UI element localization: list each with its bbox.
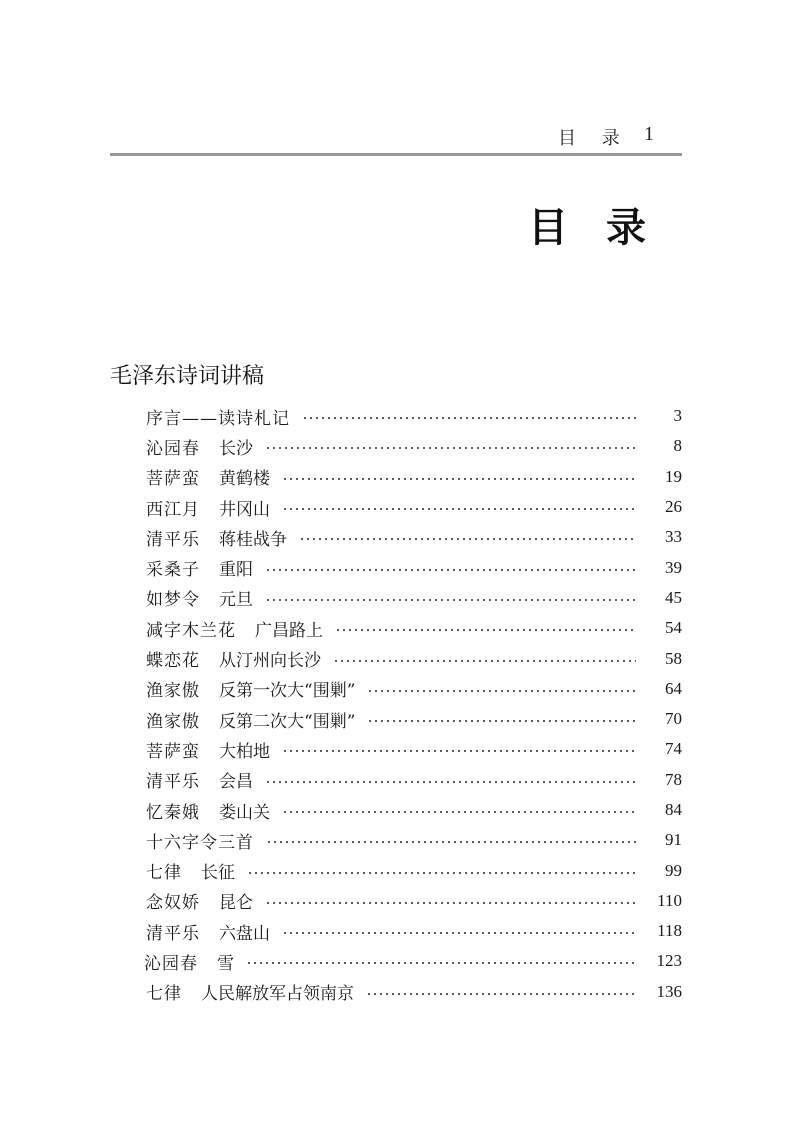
toc-entry-tune: 减字木兰花 [146,620,236,641]
toc-entry-tune: 清平乐 [146,772,200,793]
running-header-title: 目 录 [558,128,630,149]
toc-entry-subtitle: 反第二次大“围剿” [219,711,356,732]
toc-entry[interactable] [146,492,682,522]
toc-entry-tune: 忆秦娥 [146,802,200,823]
toc-entry-title [146,676,355,701]
toc-entry-title [146,767,253,792]
toc-entry-subtitle: 广昌路上 [255,620,323,641]
toc-entry-page: 74 [665,739,682,759]
toc-entry-page: 8 [673,436,682,456]
toc-entry[interactable] [146,431,682,461]
toc-dot-leader [247,872,636,874]
toc-entry[interactable] [146,825,682,855]
toc-entry-tune: 西江月 [146,499,200,520]
toc-dot-leader [266,841,636,843]
toc-entry-page: 64 [665,678,682,698]
toc-entry-title [146,646,321,671]
toc-dot-leader [335,629,636,631]
toc-entry-subtitle: 长征 [201,863,235,884]
toc-entry-title [144,949,234,974]
toc-entry-subtitle: 娄山关 [219,802,270,823]
toc-entry[interactable] [146,916,682,946]
toc-entry-page: 110 [657,890,682,910]
toc-dot-leader [299,538,636,540]
toc-dot-leader [367,720,636,722]
toc-entry-tune: 七律 [146,984,182,1005]
toc-entry[interactable] [146,643,682,673]
toc-entry-tune: 采桑子 [146,560,200,581]
toc-dot-leader [246,962,636,964]
toc-entry[interactable] [144,946,682,976]
toc-entry-page: 78 [665,769,682,789]
toc-entry-subtitle: 反第一次大“围剿” [219,681,356,702]
toc-dot-leader [282,750,636,752]
toc-entry-tune: 沁园春 [144,953,198,974]
toc-dot-leader [282,811,636,813]
toc-entry-subtitle: 雪 [217,953,234,974]
toc-entry-page: 33 [665,527,682,547]
toc-entry-subtitle: 从汀州向长沙 [219,651,321,672]
toc-entry-page: 123 [656,951,682,971]
toc-entry[interactable] [146,734,682,764]
toc-entry-subtitle: 元旦 [219,590,253,611]
toc-entry-subtitle: 井冈山 [219,499,270,520]
toc-entry[interactable] [146,552,682,582]
toc-entry-tune: 菩萨蛮 [146,741,200,762]
toc-dot-leader [265,599,636,601]
toc-dot-leader [265,781,636,783]
toc-entry-title [146,888,253,913]
toc-entry-title [146,495,270,520]
toc-entry-page: 45 [665,587,682,607]
toc-entry-tune: 十六字令三首 [146,832,254,853]
toc-entry-title [146,585,253,610]
toc-entry-tune: 蝶恋花 [146,651,200,672]
toc-entry-tune: 渔家傲 [146,681,200,702]
toc-entry-tune: 如梦令 [146,590,200,611]
toc-entry-title [146,979,354,1004]
running-header-page-number: 1 [644,123,654,145]
toc-entry-title [146,919,270,944]
toc-entry-page: 70 [665,709,682,729]
toc-entry-tune: 序言——读诗札记 [146,408,290,429]
toc-entry-subtitle: 重阳 [219,560,253,581]
toc-entry-tune: 七律 [146,863,182,884]
toc-entry-page: 19 [665,466,682,486]
toc-dot-leader [282,932,636,934]
toc-entry-tune: 沁园春 [146,438,200,459]
toc-dot-leader [333,660,636,662]
toc-entry[interactable] [146,522,682,552]
toc-entry-tune: 清平乐 [146,923,200,944]
table-of-contents [146,401,682,1007]
toc-dot-leader [265,902,636,904]
toc-entry[interactable] [146,977,682,1007]
toc-entry-page: 54 [665,618,682,638]
toc-entry-page: 136 [656,981,682,1001]
toc-entry-tune: 清平乐 [146,529,200,550]
toc-entry-subtitle: 黄鹤楼 [219,469,270,490]
toc-dot-leader [282,508,636,510]
toc-entry-title [146,434,253,459]
running-header [110,122,680,150]
toc-entry-page: 3 [673,406,682,426]
toc-entry-title [146,798,270,823]
toc-entry[interactable] [146,583,682,613]
toc-entry-title [146,525,287,550]
toc-entry[interactable] [146,886,682,916]
toc-entry[interactable] [146,765,682,795]
page-title: 目录 [528,205,684,251]
toc-dot-leader [265,569,636,571]
toc-entry-page: 39 [665,557,682,577]
toc-dot-leader [302,417,636,419]
toc-entry-title [146,404,290,429]
toc-entry[interactable] [146,462,682,492]
toc-entry-title [146,707,355,732]
toc-entry-title [146,464,270,489]
toc-entry-subtitle: 昆仑 [219,893,253,914]
toc-dot-leader [367,690,636,692]
header-divider [110,153,682,156]
toc-entry-page: 91 [665,830,682,850]
toc-dot-leader [366,993,636,995]
toc-entry-subtitle: 蒋桂战争 [219,529,287,550]
toc-dot-leader [282,478,636,480]
toc-entry[interactable] [146,613,682,643]
toc-entry-subtitle: 长沙 [219,438,253,459]
toc-entry-title [146,616,323,641]
toc-entry[interactable] [146,401,682,431]
toc-entry-page: 84 [665,800,682,819]
toc-entry-tune: 念奴娇 [146,893,200,914]
toc-entry-page: 118 [657,921,682,941]
toc-entry-tune: 菩萨蛮 [146,469,200,490]
toc-entry-subtitle: 大柏地 [219,741,270,762]
toc-entry[interactable] [146,704,682,734]
toc-entry-title [146,858,235,883]
section-heading: 毛泽东诗词讲稿 [110,364,265,389]
toc-dot-leader [265,447,636,449]
toc-entry-subtitle: 六盘山 [219,923,270,944]
toc-entry-title [146,737,270,762]
toc-entry-page: 99 [665,860,682,880]
toc-entry[interactable] [146,795,682,825]
toc-entry-page: 58 [665,648,682,668]
toc-entry-tune: 渔家傲 [146,711,200,732]
toc-entry-title [146,828,254,853]
toc-entry[interactable] [146,855,682,885]
toc-entry[interactable] [146,674,682,704]
toc-entry-page: 26 [665,497,682,517]
toc-entry-subtitle: 会昌 [219,772,253,793]
toc-entry-title [146,555,253,580]
toc-entry-subtitle: 人民解放军占领南京 [201,984,354,1005]
